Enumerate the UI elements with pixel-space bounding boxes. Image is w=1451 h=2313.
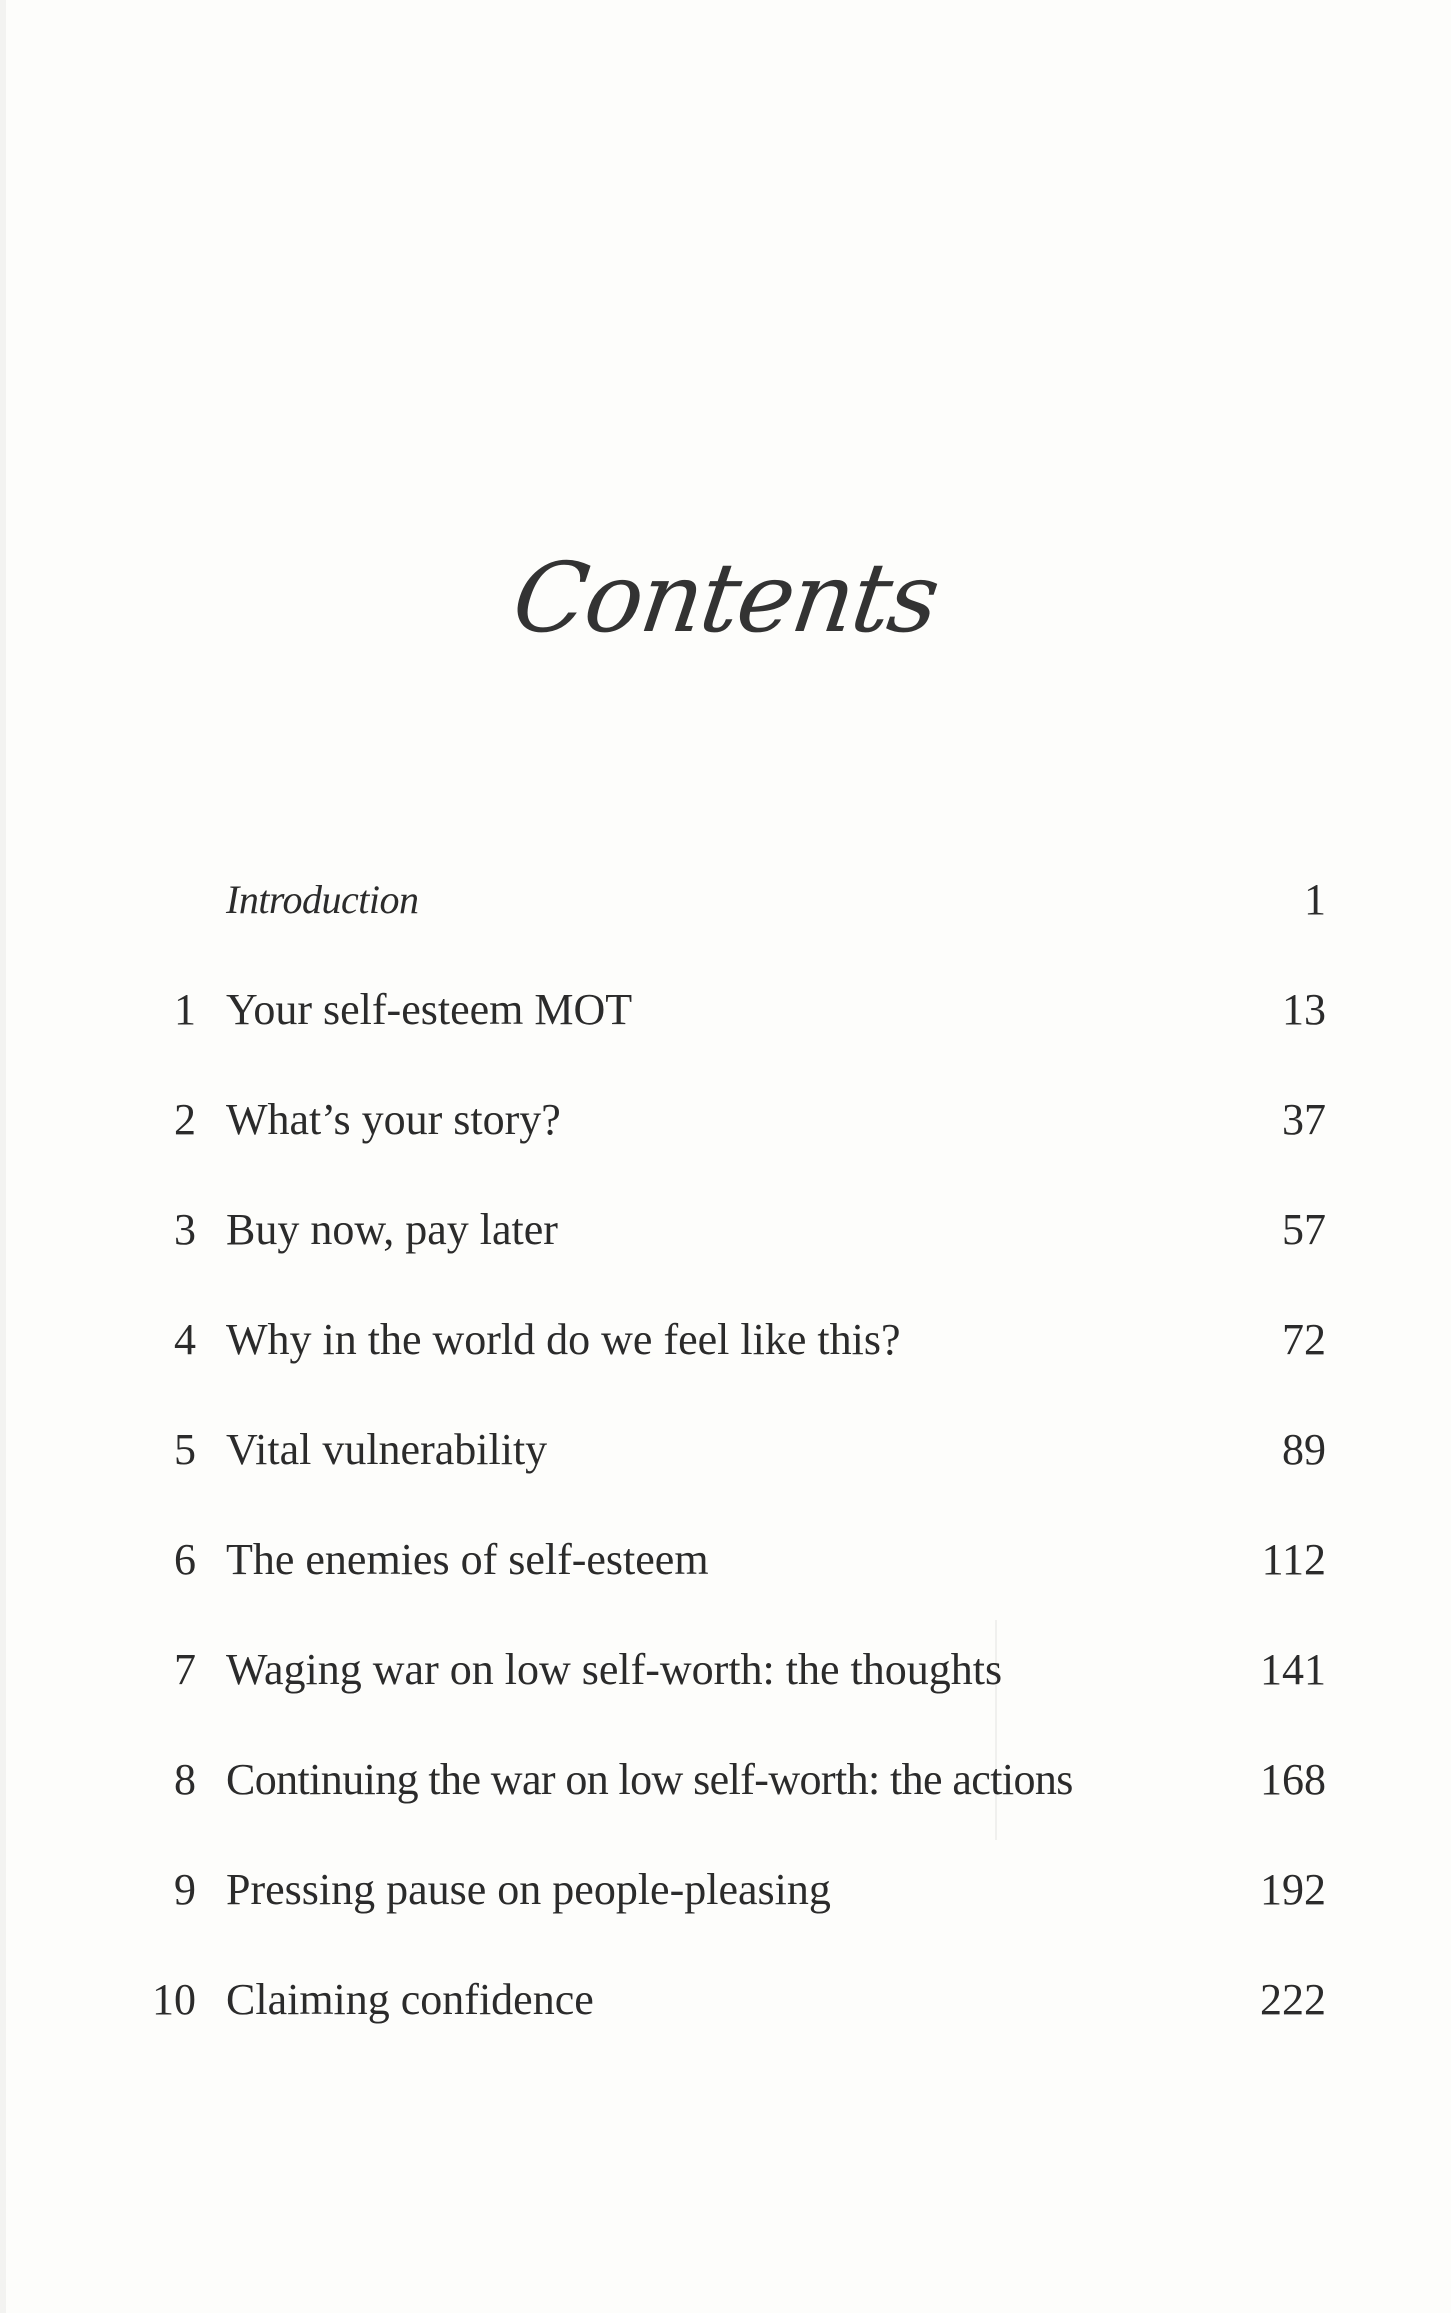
toc-entry	[0, 1200, 1451, 1260]
page-number: 141	[1260, 1645, 1326, 1694]
toc-entry	[0, 1310, 1451, 1370]
chapter-title: What’s your story?	[226, 1095, 561, 1144]
chapter-title: The enemies of self-esteem	[226, 1535, 709, 1584]
page-number: 37	[1282, 1095, 1326, 1144]
page-number: 72	[1282, 1315, 1326, 1364]
page-number: 112	[1261, 1535, 1326, 1584]
chapter-title: Claiming confidence	[226, 1975, 594, 2024]
chapter-title: Waging war on low self-worth: the thoughts	[226, 1645, 1003, 1694]
chapter-title: Pressing pause on people-pleasing	[226, 1865, 831, 1914]
scan-edge-shadow	[0, 0, 6, 2313]
chapter-number: 10	[152, 1975, 196, 2024]
chapter-number: 7	[174, 1645, 196, 1694]
toc-entry	[0, 1420, 1451, 1480]
toc-entry	[0, 1750, 1451, 1810]
chapter-title: Continuing the war on low self-worth: the actions	[226, 1755, 1073, 1804]
chapter-number: 8	[174, 1755, 196, 1804]
chapter-title: Buy now, pay later	[226, 1205, 558, 1254]
toc-entry	[0, 1530, 1451, 1590]
toc-entry	[0, 1860, 1451, 1920]
toc-entry	[0, 1640, 1451, 1700]
chapter-title: Your self-esteem MOT	[226, 985, 633, 1034]
page-number: 192	[1260, 1865, 1326, 1914]
chapter-number: 9	[174, 1865, 196, 1914]
chapter-number: 2	[174, 1095, 196, 1144]
page-number: 1	[1304, 875, 1326, 924]
page-title: Contents	[506, 542, 945, 655]
page-number: 57	[1282, 1205, 1326, 1254]
page-number: 13	[1282, 985, 1326, 1034]
chapter-number: 1	[174, 985, 196, 1034]
toc-entry	[0, 980, 1451, 1040]
toc-entry	[0, 1970, 1451, 2030]
chapter-title: Vital vulnerability	[226, 1425, 548, 1474]
page-number: 168	[1260, 1755, 1326, 1804]
toc-entry-introduction	[0, 870, 1451, 930]
page-number: 222	[1260, 1975, 1326, 2024]
toc-entry	[0, 1090, 1451, 1150]
chapter-number: 6	[174, 1535, 196, 1584]
page-number: 89	[1282, 1425, 1326, 1474]
chapter-title: Why in the world do we feel like this?	[226, 1315, 901, 1364]
chapter-number: 4	[174, 1315, 196, 1364]
chapter-number: 3	[174, 1205, 196, 1254]
chapter-number: 5	[174, 1425, 196, 1474]
chapter-title: Introduction	[226, 877, 419, 922]
